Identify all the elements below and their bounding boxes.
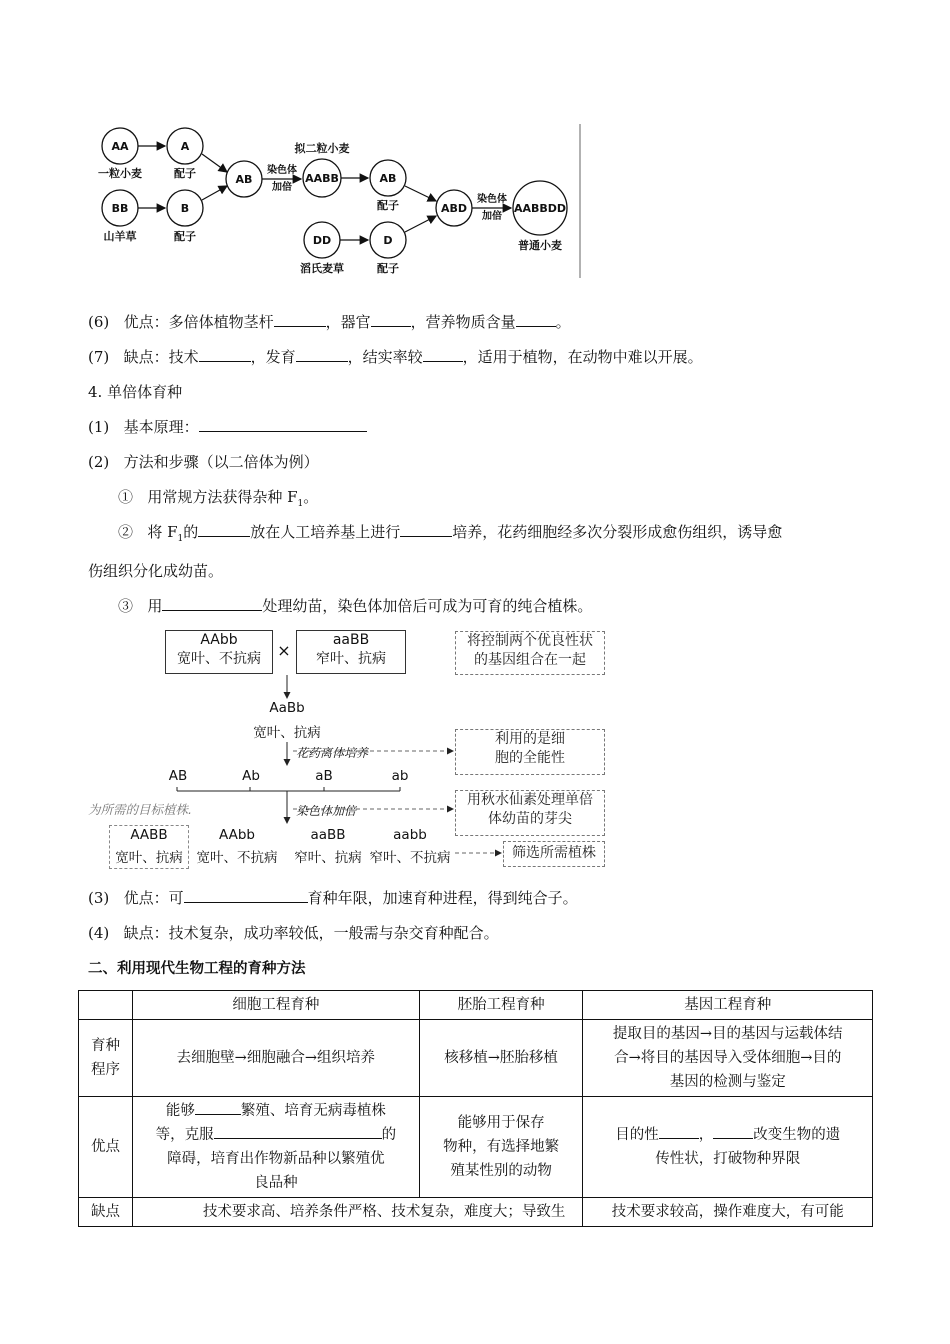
f1-genotype: AaBb	[269, 700, 305, 716]
label-d: D	[383, 234, 393, 247]
cell-advantage-gene: 目的性 ， 改变生物的遗 传性状，打破物种界限	[583, 1097, 873, 1198]
gamete-1: AB	[168, 768, 188, 784]
table-header-empty	[79, 991, 133, 1020]
offspring-3-phenotype: 窄叶、抗病	[294, 850, 362, 866]
note-select-plants: 筛选所需植株	[503, 841, 605, 867]
haploid-step2-cont: 伤组织分化成幼苗。	[88, 562, 224, 580]
label-ab2: AB	[379, 172, 397, 185]
gamete-3: aB	[315, 768, 333, 784]
label-abd: ABD	[440, 202, 468, 215]
gamete-2: Ab	[242, 768, 260, 784]
label-ab1: AB	[235, 173, 253, 186]
f1-phenotype: 宽叶、抗病	[253, 725, 321, 741]
label-b: B	[180, 202, 190, 215]
row-label-advantage: 优点	[79, 1097, 133, 1198]
label-aa: AA	[111, 140, 129, 153]
haploid-advantage-line: (3) 优点：可 育种年限，加速育种进程，得到纯合子。	[88, 889, 578, 907]
polyploid-disadvantage-line: (7) 缺点：技术 ，发育 ，结实率较 ，适用于植物，在动物中难以开展。	[88, 348, 703, 366]
caption-gamete-ab: 配子	[377, 199, 399, 212]
table-row-procedure	[79, 1020, 873, 1097]
cell-procedure-cell: 去细胞壁→细胞融合→组织培养	[132, 1020, 419, 1097]
offspring-4-genotype: aabb	[393, 827, 427, 843]
label-bb: BB	[111, 202, 129, 215]
label-a: A	[180, 140, 190, 153]
note-totipotency: 利用的是细 胞的全能性	[455, 729, 605, 775]
cell-advantage-cell: 能够 繁殖、培育无病毒植株 等，克服 的 障碍，培育出作物新品种以繁殖优 良品种	[132, 1097, 419, 1198]
handwritten-note: 为所需的目标植株.	[88, 802, 192, 817]
note-colchicine: 用秋水仙素处理单倍 体幼苗的芽尖	[455, 790, 605, 836]
table-row-advantage	[79, 1097, 873, 1198]
caption-tauschii: 滔氏麦草	[300, 262, 344, 275]
table-row-disadvantage	[79, 1198, 873, 1227]
label-dd: DD	[312, 234, 332, 247]
bioengineering-table	[78, 990, 873, 1227]
cell-disadvantage-gene: 技术要求较高，操作难度大，有可能	[583, 1198, 873, 1227]
caption-gamete-d: 配子	[377, 262, 399, 275]
parent2-phenotype: 窄叶、抗病	[316, 651, 386, 667]
haploid-step1: ① 用常规方法获得杂种 $F_1$。	[118, 488, 319, 509]
note-combine-genes: 将控制两个优良性状 的基因组合在一起	[455, 631, 605, 675]
arrow-label-doubling-2a: 染色体	[477, 194, 507, 205]
offspring-3-genotype: aaBB	[310, 827, 346, 843]
step-chromosome-doubling: 染色体加倍	[296, 804, 357, 818]
haploid-method-line: (2) 方法和步骤（以二倍体为例）	[88, 453, 319, 471]
caption-tetraploid: 拟二粒小麦	[294, 142, 350, 155]
section2-heading: 二、利用现代生物工程的育种方法	[88, 961, 306, 977]
step-anther-culture: 花药离体培养	[296, 746, 369, 760]
haploid-principle-line: (1) 基本原理：	[88, 417, 367, 437]
label-aabbdd: AABBDD	[513, 202, 567, 215]
haploid-diagram-connectors	[150, 665, 610, 865]
parent1-genotype: AAbb	[200, 632, 238, 648]
caption-einkorn: 一粒小麦	[98, 167, 142, 180]
cell-procedure-gene: 提取目的基因→目的基因与运载体结 合→将目的基因导入受体细胞→目的 基因的检测与鉴定	[583, 1020, 873, 1097]
haploid-step2: ② 将 $F_1$的 放在人工培养基上进行 培养，花药细胞经多次分裂形成愈伤组织，诱导愈	[118, 523, 783, 544]
cell-advantage-embryo: 能够用于保存 物种，有选择地繁 殖某性别的动物	[419, 1097, 583, 1198]
arrow-label-doubling-1b: 加倍	[272, 182, 292, 193]
caption-goatgrass: 山羊草	[103, 230, 137, 243]
arrow-label-doubling-1a: 染色体	[267, 165, 297, 176]
table-header-embryo-engineering: 胚胎工程育种	[419, 991, 583, 1020]
offspring-1-genotype: AABB	[130, 827, 168, 843]
haploid-disadvantage-line: (4) 缺点：技术复杂，成功率较低，一般需与杂交育种配合。	[88, 924, 499, 942]
table-header-gene-engineering: 基因工程育种	[583, 991, 873, 1020]
row-label-disadvantage: 缺点	[79, 1198, 133, 1227]
cell-disadvantage-cell: 技术要求高、培养条件严格、技术复杂，难度大；导致生	[132, 1198, 583, 1227]
offspring-1-phenotype: 宽叶、抗病	[115, 850, 183, 866]
wheat-breeding-diagram	[88, 122, 588, 280]
parent2-genotype: aaBB	[332, 632, 370, 648]
offspring-4-phenotype: 窄叶、不抗病	[369, 850, 451, 866]
haploid-step3: ③ 用 处理幼苗，染色体加倍后可成为可育的纯合植株。	[118, 597, 593, 615]
table-header-cell-engineering: 细胞工程育种	[132, 991, 419, 1020]
caption-gamete-b: 配子	[174, 230, 196, 243]
gamete-4: ab	[391, 768, 409, 784]
caption-bread-wheat: 普通小麦	[518, 239, 562, 252]
polyploid-advantage-line: (6) 优点：多倍体植物茎杆 ，器官 ，营养物质含量 。	[88, 313, 571, 331]
table-header-row	[79, 991, 873, 1020]
cross-symbol: ×	[277, 641, 291, 660]
cell-procedure-embryo: 核移植→胚胎移植	[419, 1020, 583, 1097]
caption-gamete-a: 配子	[174, 167, 196, 180]
arrow-label-doubling-2b: 加倍	[482, 211, 502, 222]
parent1-phenotype: 宽叶、不抗病	[177, 651, 261, 667]
offspring-2-phenotype: 宽叶、不抗病	[196, 850, 278, 866]
offspring-2-genotype: AAbb	[219, 827, 255, 843]
row-label-procedure: 育种 程序	[79, 1020, 133, 1097]
label-aabb: AABB	[305, 172, 339, 185]
haploid-heading: 4. 单倍体育种	[88, 383, 183, 401]
